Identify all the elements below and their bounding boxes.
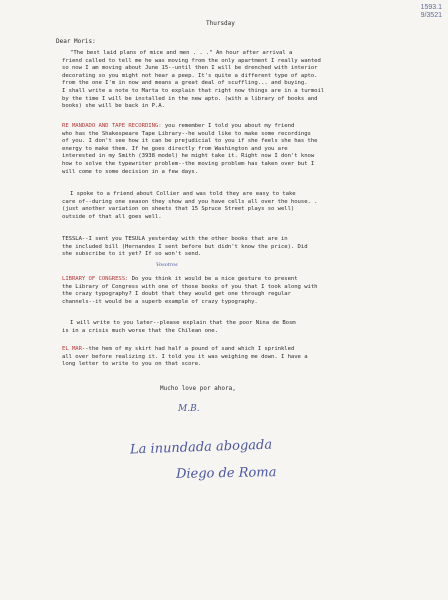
paragraph-1 xyxy=(62,50,392,111)
text-line: outside of that all goes well. xyxy=(62,213,162,220)
text-line: who has the Shakespeare Tape Library--he would like to make some recordings xyxy=(62,130,311,137)
text-line: all over before realizing it. I told you it was weighing me down. I have a xyxy=(62,353,308,360)
text-line: from the one I'm in now and means a great deal of scuffling... and buying. xyxy=(62,80,308,87)
text-line: of you. I don't see how it can be prejudicial to you if she feels she has the xyxy=(62,138,318,145)
text-line: "The best laid plans of mice and men . . ." An hour after arrival a xyxy=(70,50,293,56)
text-line: I spoke to a friend about Collier and was told they are easy to take xyxy=(70,191,296,197)
heading-library: LIBRARY OF CONGRESS: xyxy=(62,276,129,282)
text-line: the crazy typography? I doubt that they would get one through regular xyxy=(62,291,291,298)
paragraph-5 xyxy=(62,276,392,306)
text-line: the included bill (Hernandes I sent before but didn't know the price). Did xyxy=(62,243,308,250)
margin-note: Vosotros xyxy=(156,262,178,268)
text-line: I shall write a note to Marta to explain that right now things are in a turmoil xyxy=(62,87,325,94)
text-line: books) she will be back in P.A. xyxy=(62,103,165,110)
paragraph-7 xyxy=(62,346,392,369)
text-line: is in a crisis much worse that the Chilean one. xyxy=(62,327,218,334)
text-line: how to solve the typewriter problem--the moving problem has taken over but I xyxy=(62,160,315,167)
text-line: interested in my Smith (3938 model) he might take it. Right now I don't know xyxy=(62,153,315,160)
text-line: she subscribe to it yet? If so won't send. xyxy=(62,251,202,258)
text-line: will come to some decision in a few days. xyxy=(62,168,199,175)
text-line: by the time I will be installed in the new apto. (with a library of books and xyxy=(62,95,318,102)
paragraph-6 xyxy=(62,320,392,335)
archive-stamp-line2: 9/3521 xyxy=(420,12,442,19)
heading-mandado: RE MANDADO AND TAPE RECORDING: xyxy=(62,123,162,129)
text-line: Do you think it would be a nice gesture to present xyxy=(128,276,298,282)
salutation: Dear Moris: xyxy=(56,38,96,45)
text-line: the Library of Congress with one of those books of you that I took along with xyxy=(62,283,318,290)
text-line: so now I am moving about June 15--until then I will be drenched with interior xyxy=(62,65,318,72)
text-line: channels--it would be a superb example of crazy typography. xyxy=(62,298,258,305)
handwritten-line-1: La inundada abogada xyxy=(129,437,273,458)
text-line: friend called to tell me he was moving from the only apartment I really wanted xyxy=(62,57,321,64)
text-line: TESSLA--I sent you TESULA yesterday with the other books that are in xyxy=(62,236,288,242)
text-line: energy to make them. If he goes directly from Washington and you are xyxy=(62,145,288,152)
paragraph-2 xyxy=(62,123,392,176)
text-line: decorating so you might not hear a peep. It's quite a different type of apto. xyxy=(62,72,318,79)
text-line: (just another variation on sheets that 15 Spruce Street plays so well) xyxy=(62,206,295,213)
heading-el-mar: EL MAR xyxy=(62,346,82,352)
closing: Mucho love por ahora, xyxy=(160,385,236,392)
text-line: care of--during one season they show and you have cells all over the house. . xyxy=(62,198,318,205)
text-line: --the hem of my skirt had half a pound of sand which I sprinkled xyxy=(81,346,295,352)
archive-stamp-line1: 1593.1 xyxy=(420,4,442,11)
text-line: you remember I told you about my friend xyxy=(161,123,295,129)
text-line: I will write to you later--please explain that the poor Nina de Bosm xyxy=(70,320,296,326)
initials-signature: M.B. xyxy=(178,404,200,414)
text-line: long letter to write to you on that score. xyxy=(62,361,202,368)
archive-stamp xyxy=(421,4,442,20)
letter-date: Thursday xyxy=(206,20,235,27)
paragraph-4 xyxy=(62,236,392,259)
paragraph-3 xyxy=(62,191,392,221)
handwritten-line-2: Diego de Roma xyxy=(175,465,277,482)
